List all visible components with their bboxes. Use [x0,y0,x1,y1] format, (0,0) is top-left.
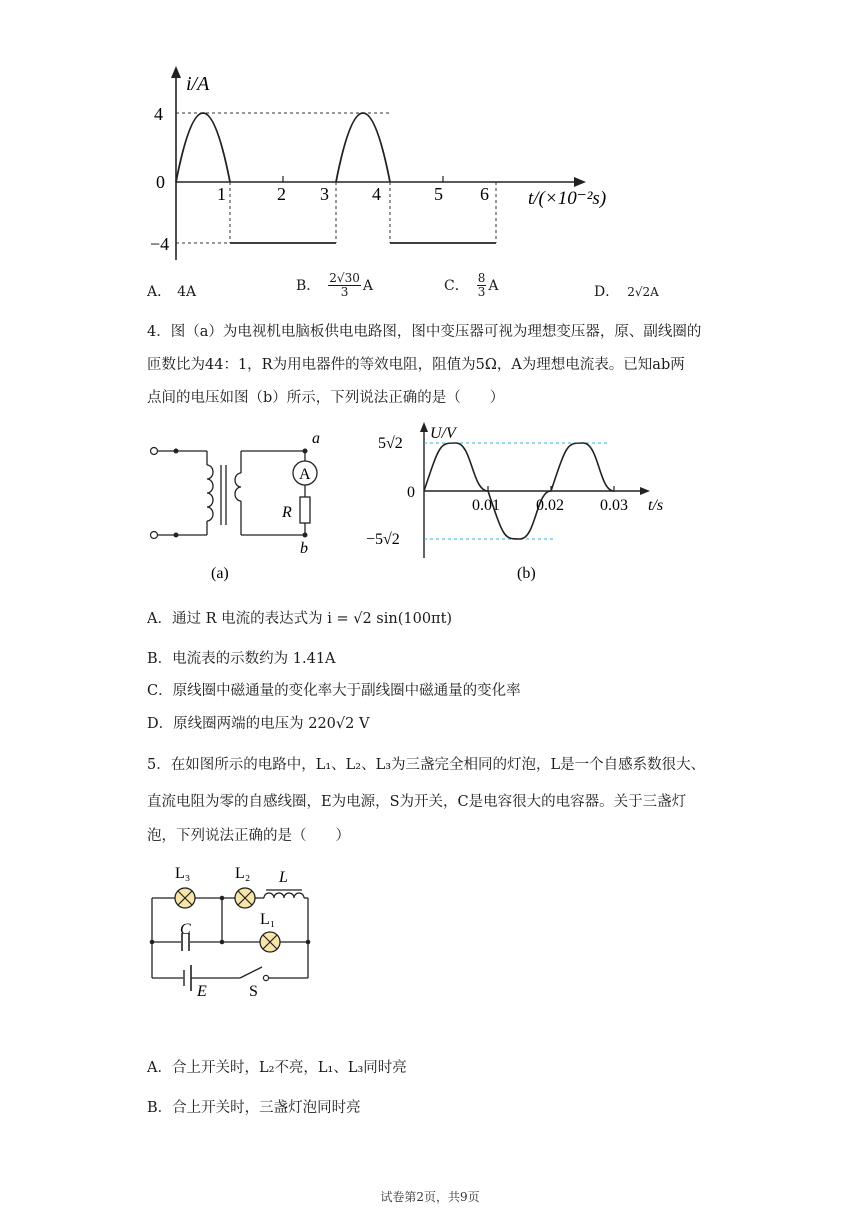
label-a: a [312,430,320,447]
q3-option-b[interactable]: B． $\frac{2√30}{3}$ A [296,271,373,300]
t-axis-label: t/s [648,497,664,514]
t-tick-002: 0.02 [536,497,564,514]
label-b: b [300,540,308,557]
q5-option-a[interactable]: A．合上开关时，L₂不亮，L₁、L₃同时亮 [147,1060,407,1076]
lamp-circuit-figure [145,860,325,1000]
label-r: R [282,504,292,521]
label-s: S [249,983,258,1000]
switch-icon [240,967,262,978]
transformer-circuit-figure [145,425,345,585]
x-tick-4: 4 [372,184,381,204]
u-zero-label: 0 [407,484,415,501]
q4-option-c[interactable]: C．原线圈中磁通量的变化率大于副线圈中磁通量的变化率 [147,683,521,699]
fraction: $\frac{8}{3}$ [477,271,486,300]
x-tick-3: 3 [320,184,329,204]
t-tick-003: 0.03 [600,497,628,514]
label-l3: L₃ [175,865,191,882]
fraction: $\frac{2√30}{3}$ [329,271,360,300]
x-tick-6: 6 [480,184,489,204]
current-time-graph [150,60,630,270]
y-tick-neg4: −4 [150,234,170,254]
y-tick-4: 4 [154,104,163,124]
u-bottom-label: −5√2 [366,531,400,548]
page-footer: 试卷第2页，共9页 [380,1190,480,1204]
q4-stem-line3: 点间的电压如图（b）所示，下列说法正确的是（ ） [147,390,505,406]
ammeter-label: A [299,466,311,483]
caption-b: (b) [517,565,536,582]
q5-stem-line2: 直流电阻为零的自感线圈，E为电源，S为开关，C是电容很大的电容器。关于三盏灯 [147,794,687,810]
y-tick-0: 0 [156,172,165,192]
voltage-waveform-figure [360,418,680,586]
resistor-icon [300,497,310,523]
q4-stem-line1: 4．图（a）为电视机电脑板供电电路图，图中变压器可视为理想变压器，原、副线圈的 [147,324,702,340]
label-l: L [279,869,288,886]
q5-stem-line3: 泡，下列说法正确的是（ ） [147,828,350,844]
label-l1: L₁ [260,911,276,928]
label-l2: L₂ [235,865,251,882]
label-e: E [197,983,207,1000]
q4-stem-line2: 匝数比为44：1，R为用电器件的等效电阻，阻值为5Ω，A为理想电流表。已知ab两 [147,357,685,373]
q5-stem-line1: 5．在如图所示的电路中，L₁、L₂、L₃为三盏完全相同的灯泡，L是一个自感系数很大、 [147,757,706,773]
caption-a: (a) [211,565,229,582]
u-top-label: 5√2 [378,435,403,452]
inductor-icon [264,893,304,898]
u-axis-label: U/V [430,425,456,442]
q5-option-b[interactable]: B．合上开关时，三盏灯泡同时亮 [147,1100,361,1116]
q4-option-d[interactable]: D．原线圈两端的电压为 220√2 V [147,716,370,732]
q3-option-d[interactable]: D． 2√2A [594,284,659,300]
q3-option-a[interactable]: A． 4A [147,284,197,300]
q4-option-a[interactable]: A．通过 R 电流的表达式为 i = √2 sin(100πt) [147,611,453,627]
q4-option-b[interactable]: B．电流表的示数约为 1.41A [147,651,336,667]
q3-option-c[interactable]: C． $\frac{8}{3}$ A [444,271,499,300]
t-tick-001: 0.01 [472,497,500,514]
y-axis-label: i/A [186,73,210,95]
x-tick-1: 1 [217,184,226,204]
label-c: C [180,921,191,938]
x-tick-2: 2 [277,184,286,204]
x-axis-label: t/(×10⁻²s) [528,188,607,209]
x-tick-5: 5 [434,184,443,204]
